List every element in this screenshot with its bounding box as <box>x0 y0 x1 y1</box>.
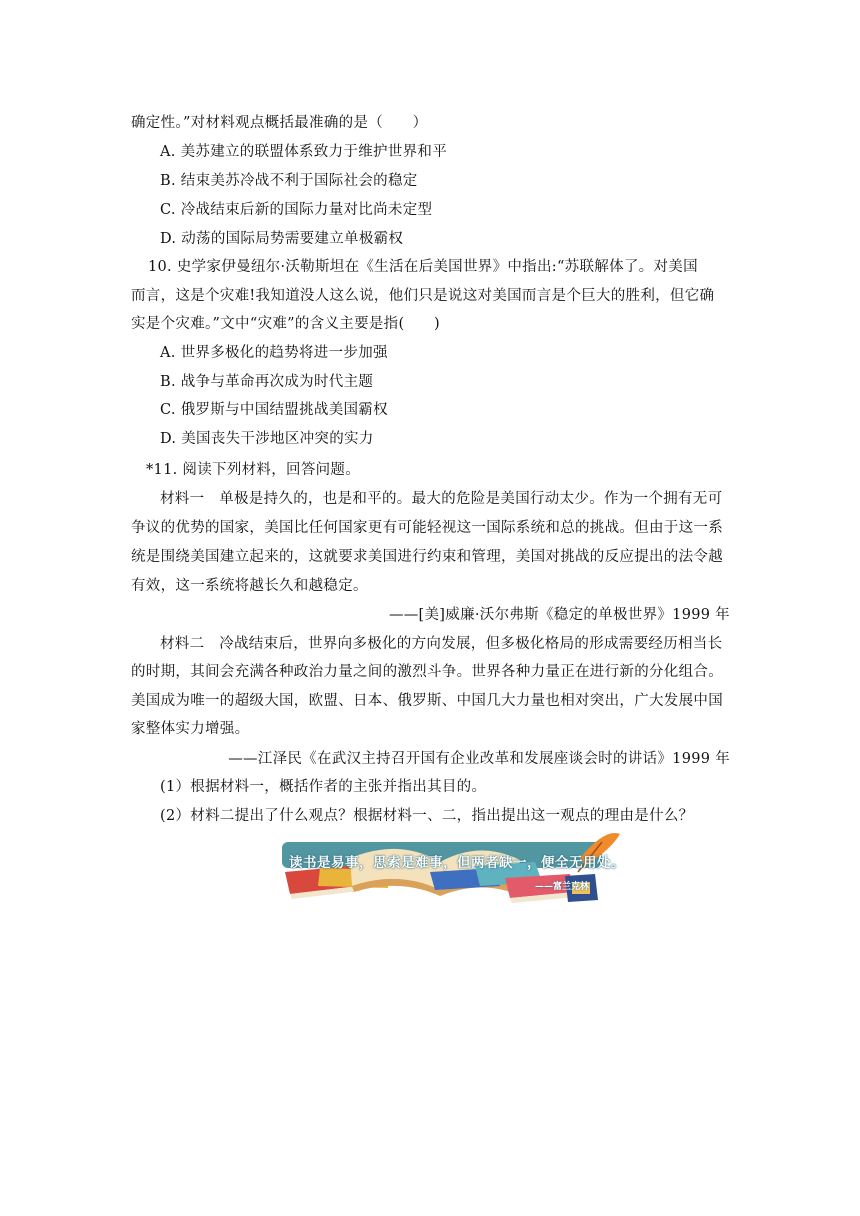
material1-line-2: 争议的优势的国家，美国比任何国家更有可能轻视这一国际系统和总的挑战。但由于这一系 <box>131 520 723 536</box>
material1-line-3: 统是围绕美国建立起来的，这就要求美国进行约束和管理，美国对挑战的反应提出的法令越 <box>131 549 723 565</box>
q9-stem-end: 确定性。”对材料观点概括最准确的是（ ） <box>131 115 428 131</box>
banner-quote: 读书是易事，思索是难事，但两者缺一，便全无用处。 <box>289 855 625 871</box>
material2-line-3: 美国成为唯一的超级大国，欧盟、日本、俄罗斯、中国几大力量也相对突出，广大发展中国 <box>131 693 723 709</box>
q11-question-1: (1）根据材料一，概括作者的主张并指出其目的。 <box>160 779 487 795</box>
q10-option-c: C. 俄罗斯与中国结盟挑战美国霸权 <box>160 402 388 418</box>
q11-title: *11. 阅读下列材料，回答问题。 <box>146 462 361 478</box>
material2-line-4: 家整体实力增强。 <box>131 721 250 737</box>
q10-stem-line-3: 实是个灾难。”文中“灾难”的含义主要是指( ) <box>131 316 441 332</box>
material1-line-4: 有效，这一系统将越长久和越稳定。 <box>131 578 368 594</box>
q10-stem-line-1: 10. 史学家伊曼纽尔·沃勒斯坦在《生活在后美国世界》中指出:“苏联解体了。对美国 <box>148 259 698 275</box>
material1-line-1: 材料一 单极是持久的，也是和平的。最大的危险是美国行动太少。作为一个拥有无可 <box>160 491 723 507</box>
q10-option-a: A. 世界多极化的趋势将进一步加强 <box>160 345 388 361</box>
banner-author: ——富兰克林 <box>535 882 590 892</box>
material2-source: ——江泽民《在武汉主持召开国有企业改革和发展座谈会时的讲话》1999 年 <box>228 751 730 767</box>
q10-option-b: B. 战争与革命再次成为时代主题 <box>160 374 374 390</box>
material2-line-1: 材料二 冷战结束后，世界向多极化的方向发展，但多极化格局的形成需要经历相当长 <box>160 636 723 652</box>
material2-line-2: 的时期，其间会充满各种政治力量之间的激烈斗争。世界各种力量正在进行新的分化组合。 <box>131 664 723 680</box>
q9-option-b: B. 结束美苏冷战不利于国际社会的稳定 <box>160 173 418 189</box>
q9-option-d: D. 动荡的国际局势需要建立单极霸权 <box>160 231 404 247</box>
q10-option-d: D. 美国丧失干涉地区冲突的实力 <box>160 431 374 447</box>
q9-option-c: C. 冷战结束后新的国际力量对比尚未定型 <box>160 202 433 218</box>
material1-source: ——[美]威廉·沃尔弗斯《稳定的单极世界》1999 年 <box>388 607 730 623</box>
q9-option-a: A. 美苏建立的联盟体系致力于维护世界和平 <box>160 144 447 160</box>
q11-question-2: (2）材料二提出了什么观点？根据材料一、二，指出提出这一观点的理由是什么？ <box>160 808 694 824</box>
q10-stem-line-2: 而言，这是个灾难!我知道没人这么说，他们只是说这对美国而言是个巨大的胜利，但它确 <box>131 288 715 304</box>
